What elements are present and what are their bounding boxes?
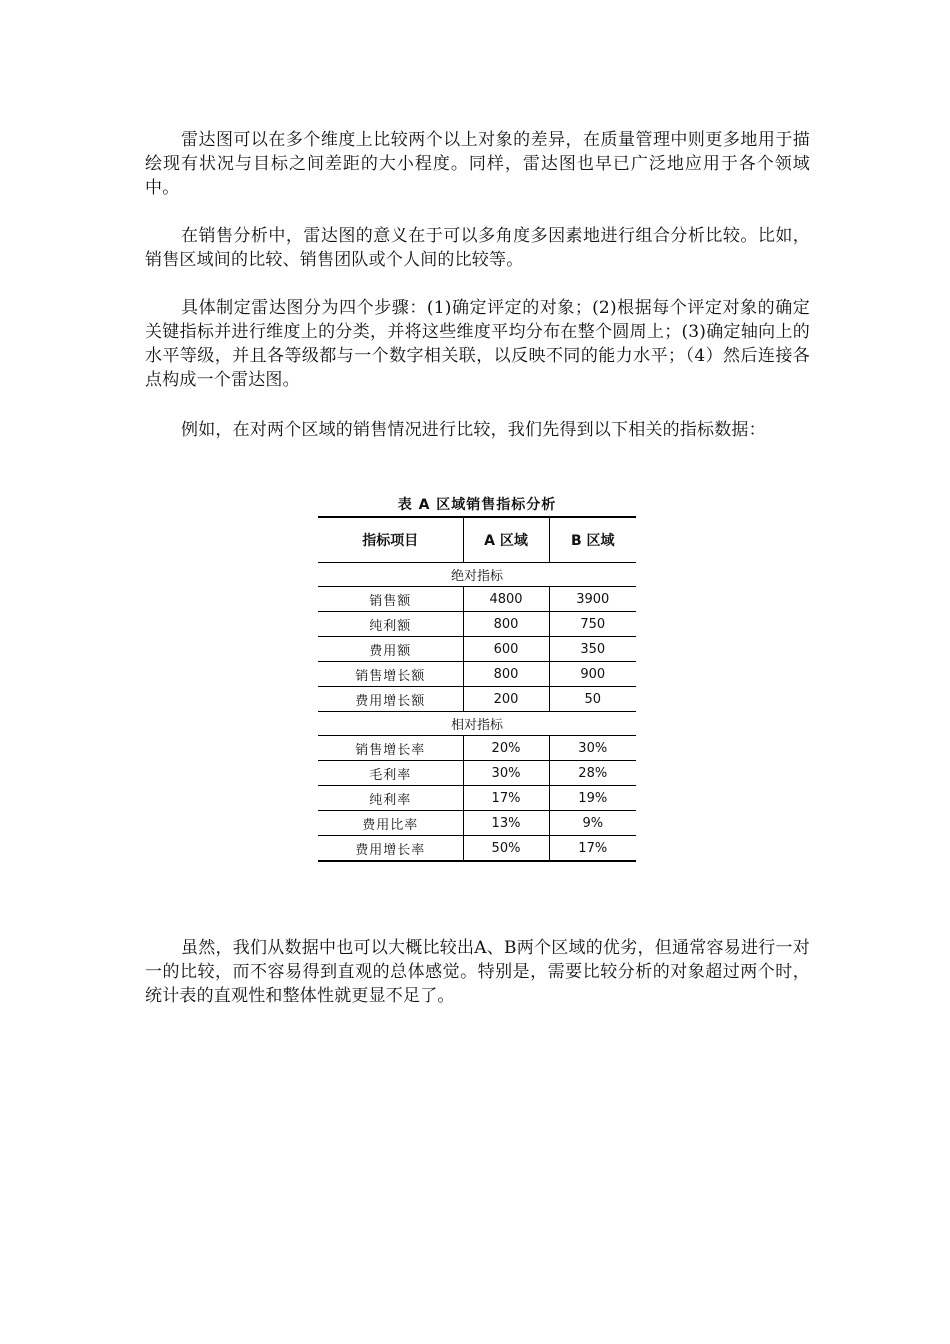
row-value-a: 600 bbox=[463, 637, 549, 662]
paragraph-steps: 具体制定雷达图分为四个步骤：(1)确定评定的对象；(2)根据每个评定对象的确定关键指标并进行维度上的分类，并将这些维度平均分布在整个圆周上；(3)确定轴向上的水平等级，并且各等级都与一个数字相关联，以反映不同的能力水平；（4）然后连接各点构成一个雷达图。 bbox=[145, 298, 810, 390]
row-value-b: 28% bbox=[549, 761, 636, 786]
row-label: 销售额 bbox=[318, 587, 463, 612]
row-value-a: 800 bbox=[463, 662, 549, 687]
table-row bbox=[318, 612, 636, 637]
row-label: 销售增长率 bbox=[318, 736, 463, 761]
table-row bbox=[318, 637, 636, 662]
section-relative-label: 相对指标 bbox=[318, 712, 636, 736]
table-row bbox=[318, 786, 636, 811]
row-label: 费用比率 bbox=[318, 811, 463, 836]
table-row bbox=[318, 836, 636, 862]
row-value-b: 9% bbox=[549, 811, 636, 836]
paragraph-example: 例如，在对两个区域的销售情况进行比较，我们先得到以下相关的指标数据： bbox=[181, 420, 766, 440]
row-label: 毛利率 bbox=[318, 761, 463, 786]
section-row-relative bbox=[318, 712, 636, 736]
row-label: 费用增长率 bbox=[318, 836, 463, 862]
row-value-b: 19% bbox=[549, 786, 636, 811]
table-row bbox=[318, 811, 636, 836]
row-value-b: 30% bbox=[549, 736, 636, 761]
header-indicator: 指标项目 bbox=[318, 517, 463, 563]
row-value-a: 20% bbox=[463, 736, 549, 761]
row-value-b: 900 bbox=[549, 662, 636, 687]
row-value-b: 350 bbox=[549, 637, 636, 662]
section-absolute-label: 绝对指标 bbox=[318, 563, 636, 587]
row-value-b: 17% bbox=[549, 836, 636, 862]
row-value-a: 50% bbox=[463, 836, 549, 862]
row-label: 费用增长额 bbox=[318, 687, 463, 712]
row-value-a: 4800 bbox=[463, 587, 549, 612]
row-value-b: 50 bbox=[549, 687, 636, 712]
row-value-a: 13% bbox=[463, 811, 549, 836]
header-region-b: B 区域 bbox=[549, 517, 636, 563]
paragraph-conclusion: 虽然，我们从数据中也可以大概比较出A、B两个区域的优劣，但通常容易进行一对一的比较，而不容易得到直观的总体感觉。特别是，需要比较分析的对象超过两个时，统计表的直观性和整体性就更显不足了。 bbox=[145, 938, 810, 1006]
paragraph-sales-analysis: 在销售分析中，雷达图的意义在于可以多角度多因素地进行组合分析比较。比如，销售区域间的比较、销售团队或个人间的比较等。 bbox=[145, 226, 810, 270]
sales-indicator-table bbox=[318, 516, 636, 862]
section-row-absolute bbox=[318, 563, 636, 587]
table-row bbox=[318, 687, 636, 712]
table-title: 表 A 区域销售指标分析 bbox=[397, 497, 557, 513]
row-label: 销售增长额 bbox=[318, 662, 463, 687]
sales-table-block bbox=[318, 494, 636, 862]
table-row bbox=[318, 662, 636, 687]
row-value-a: 200 bbox=[463, 687, 549, 712]
row-label: 纯利率 bbox=[318, 786, 463, 811]
row-value-a: 17% bbox=[463, 786, 549, 811]
row-label: 纯利额 bbox=[318, 612, 463, 637]
row-value-a: 800 bbox=[463, 612, 549, 637]
row-value-b: 750 bbox=[549, 612, 636, 637]
table-row bbox=[318, 761, 636, 786]
header-region-a: A 区域 bbox=[463, 517, 549, 563]
row-value-b: 3900 bbox=[549, 587, 636, 612]
table-row bbox=[318, 587, 636, 612]
paragraph-radar-intro: 雷达图可以在多个维度上比较两个以上对象的差异，在质量管理中则更多地用于描绘现有状况与目标之间差距的大小程度。同样，雷达图也早已广泛地应用于各个领域中。 bbox=[145, 130, 810, 198]
row-label: 费用额 bbox=[318, 637, 463, 662]
table-row bbox=[318, 736, 636, 761]
table-header-row bbox=[318, 517, 636, 563]
row-value-a: 30% bbox=[463, 761, 549, 786]
